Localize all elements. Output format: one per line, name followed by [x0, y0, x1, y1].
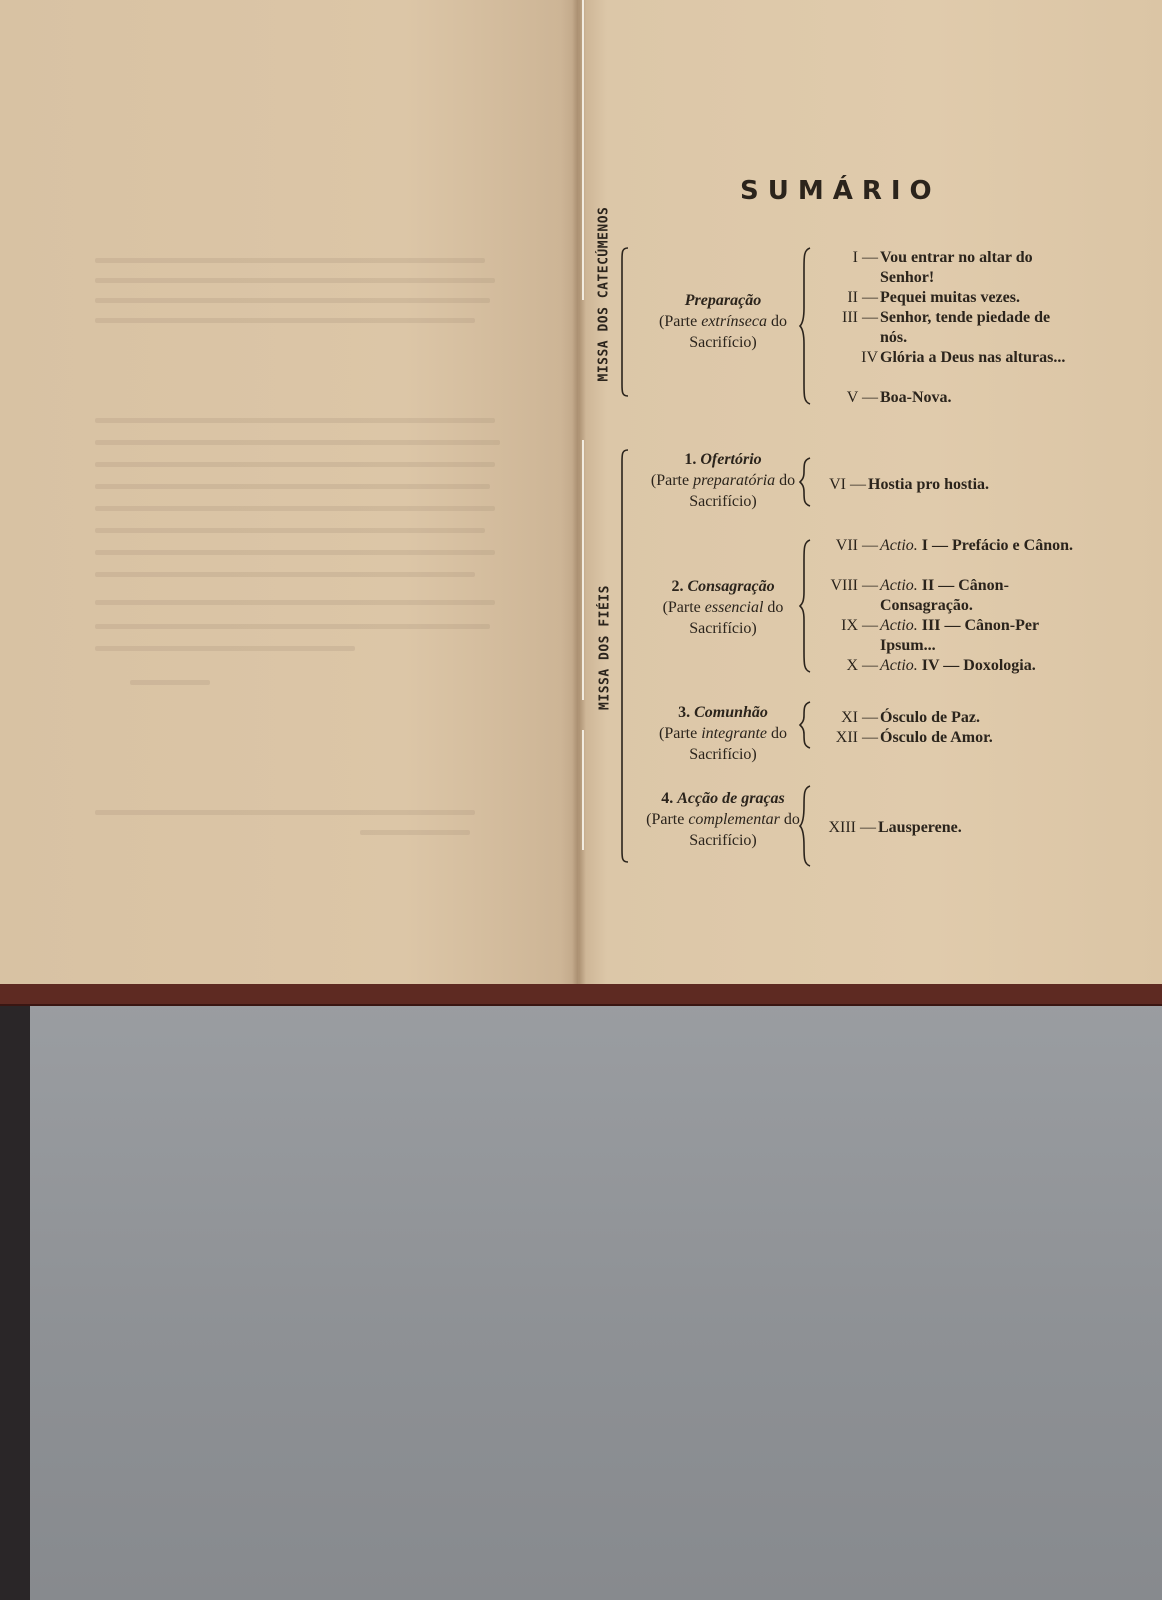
bleed-through-line: [95, 646, 355, 651]
entry-italic: Actio.: [880, 617, 918, 634]
part-number: 4.: [661, 790, 674, 807]
bleed-through-line: [95, 318, 475, 323]
part-number: 3.: [678, 704, 691, 721]
entry-text: Vou entrar no altar do Senhor!: [880, 249, 1033, 286]
bleed-through-line: [360, 830, 470, 835]
entry-text: Senhor, tende piedade de nós.: [880, 309, 1051, 346]
part-desc-italic: extrínseca: [701, 313, 767, 330]
entry-numeral: II —: [847, 289, 878, 306]
part-name: Ofertório: [700, 451, 762, 468]
entry-numeral: IV: [861, 349, 878, 366]
entry-numeral: XIII —: [828, 819, 876, 836]
part-desc-suffix: do Sacrifício): [689, 313, 787, 351]
section-label-fieis: MISSA DOS FIÉIS: [597, 585, 613, 710]
bleed-through-line: [95, 258, 485, 263]
entry-i: [852, 248, 1075, 288]
entry-x: [846, 656, 1075, 676]
entry-text: II — Cânon-Consagração.: [880, 577, 1009, 614]
bleed-through-line: [95, 528, 485, 533]
binding-thread: [582, 440, 584, 700]
bleed-through-line: [95, 506, 495, 511]
part-accao-de-gracas: [638, 788, 808, 851]
part-brace: [800, 786, 814, 866]
bleed-through-line: [95, 418, 495, 423]
part-brace: [800, 702, 814, 748]
entry-xii: [835, 728, 1075, 748]
entry-text: Glória a Deus nas alturas...: [880, 349, 1066, 366]
section-label-catecumenos: MISSA DOS CATECÚMENOS: [596, 206, 612, 382]
part-desc-suffix: do Sacrifício): [689, 472, 796, 510]
entry-v: [846, 388, 1075, 408]
page-title: SUMÁRIO: [740, 176, 941, 206]
part-comunhao: [638, 702, 808, 765]
entry-numeral: VII —: [835, 537, 878, 554]
bleed-through-line: [95, 278, 495, 283]
entry-text: Pequei muitas vezes.: [880, 289, 1020, 306]
part-preparacao: [638, 290, 808, 353]
entry-viii: [830, 576, 1075, 616]
part-name: Comunhão: [694, 704, 768, 721]
entry-xi: [841, 708, 1075, 728]
entry-italic: Actio.: [880, 577, 918, 594]
entry-numeral: V —: [846, 389, 878, 406]
entry-vii: [835, 536, 1075, 556]
part-desc-italic: complementar: [688, 811, 780, 828]
entry-numeral: XII —: [835, 729, 878, 746]
bleed-through-line: [95, 484, 490, 489]
bleed-through-line: [95, 600, 495, 605]
bleed-through-line: [95, 624, 490, 629]
entry-iv: [861, 348, 1075, 368]
section-bracket: [620, 450, 630, 862]
entry-text: Ósculo de Amor.: [880, 729, 993, 746]
entry-numeral: XI —: [841, 709, 878, 726]
part-desc-prefix: (Parte: [659, 313, 702, 330]
entry-vi: [829, 475, 1068, 495]
part-desc: [659, 725, 787, 763]
part-desc-suffix: do Sacrifício): [689, 599, 784, 637]
entry-text: III — Cânon-Per Ipsum...: [880, 617, 1039, 654]
part-desc-italic: preparatória: [693, 472, 776, 489]
part-desc: [646, 811, 800, 849]
part-number: 1.: [684, 451, 697, 468]
left-page: [0, 0, 578, 984]
entry-iii: [842, 308, 1075, 348]
part-name: Preparação: [684, 292, 762, 309]
entry-text: Ósculo de Paz.: [880, 709, 980, 726]
part-brace: [800, 540, 814, 672]
bleed-through-line: [95, 440, 500, 445]
entry-xiii: [828, 818, 1073, 838]
entry-ix: [841, 616, 1075, 656]
bleed-through-line: [130, 680, 210, 685]
part-number: 2.: [671, 578, 684, 595]
bleed-through-line: [95, 462, 495, 467]
bleed-through-line: [95, 298, 490, 303]
entry-ii: [847, 288, 1075, 308]
bleed-through-line: [95, 572, 475, 577]
part-desc-prefix: (Parte: [662, 599, 705, 616]
part-consagracao: [638, 576, 808, 639]
entry-text: IV — Doxologia.: [921, 657, 1036, 674]
entry-text: Lausperene.: [878, 819, 962, 836]
binding-thread: [582, 0, 584, 300]
part-desc-suffix: do Sacrifício): [689, 811, 800, 849]
entry-text: Hostia pro hostia.: [868, 476, 990, 493]
part-brace: [800, 248, 814, 404]
part-desc-italic: essencial: [704, 599, 764, 616]
part-desc-prefix: (Parte: [659, 725, 702, 742]
part-desc-italic: integrante: [701, 725, 767, 742]
part-name: Acção de graças: [677, 790, 785, 807]
part-ofertorio: [638, 449, 808, 512]
part-name: Consagração: [687, 578, 775, 595]
part-desc: [651, 472, 795, 510]
part-brace: [800, 458, 814, 506]
entry-numeral: VI —: [829, 476, 866, 493]
part-desc: [659, 313, 787, 351]
bleed-through-line: [95, 810, 475, 815]
bleed-through-line: [95, 550, 495, 555]
entry-italic: Actio.: [880, 537, 918, 554]
entry-numeral: VIII —: [830, 577, 878, 594]
entry-numeral: X —: [846, 657, 878, 674]
entry-text: I — Prefácio e Cânon.: [921, 537, 1074, 554]
part-desc: [663, 599, 784, 637]
entry-numeral: III —: [842, 309, 878, 326]
section-bracket: [620, 248, 630, 396]
binding-thread: [582, 730, 584, 850]
entry-numeral: IX —: [841, 617, 878, 634]
entry-italic: Actio.: [880, 657, 918, 674]
part-desc-prefix: (Parte: [646, 811, 689, 828]
scanner-background: [30, 1000, 1162, 1600]
entry-numeral: I —: [852, 249, 878, 266]
part-desc-prefix: (Parte: [650, 472, 694, 489]
part-desc-suffix: do Sacrifício): [689, 725, 787, 763]
entry-text: Boa-Nova.: [880, 389, 952, 406]
